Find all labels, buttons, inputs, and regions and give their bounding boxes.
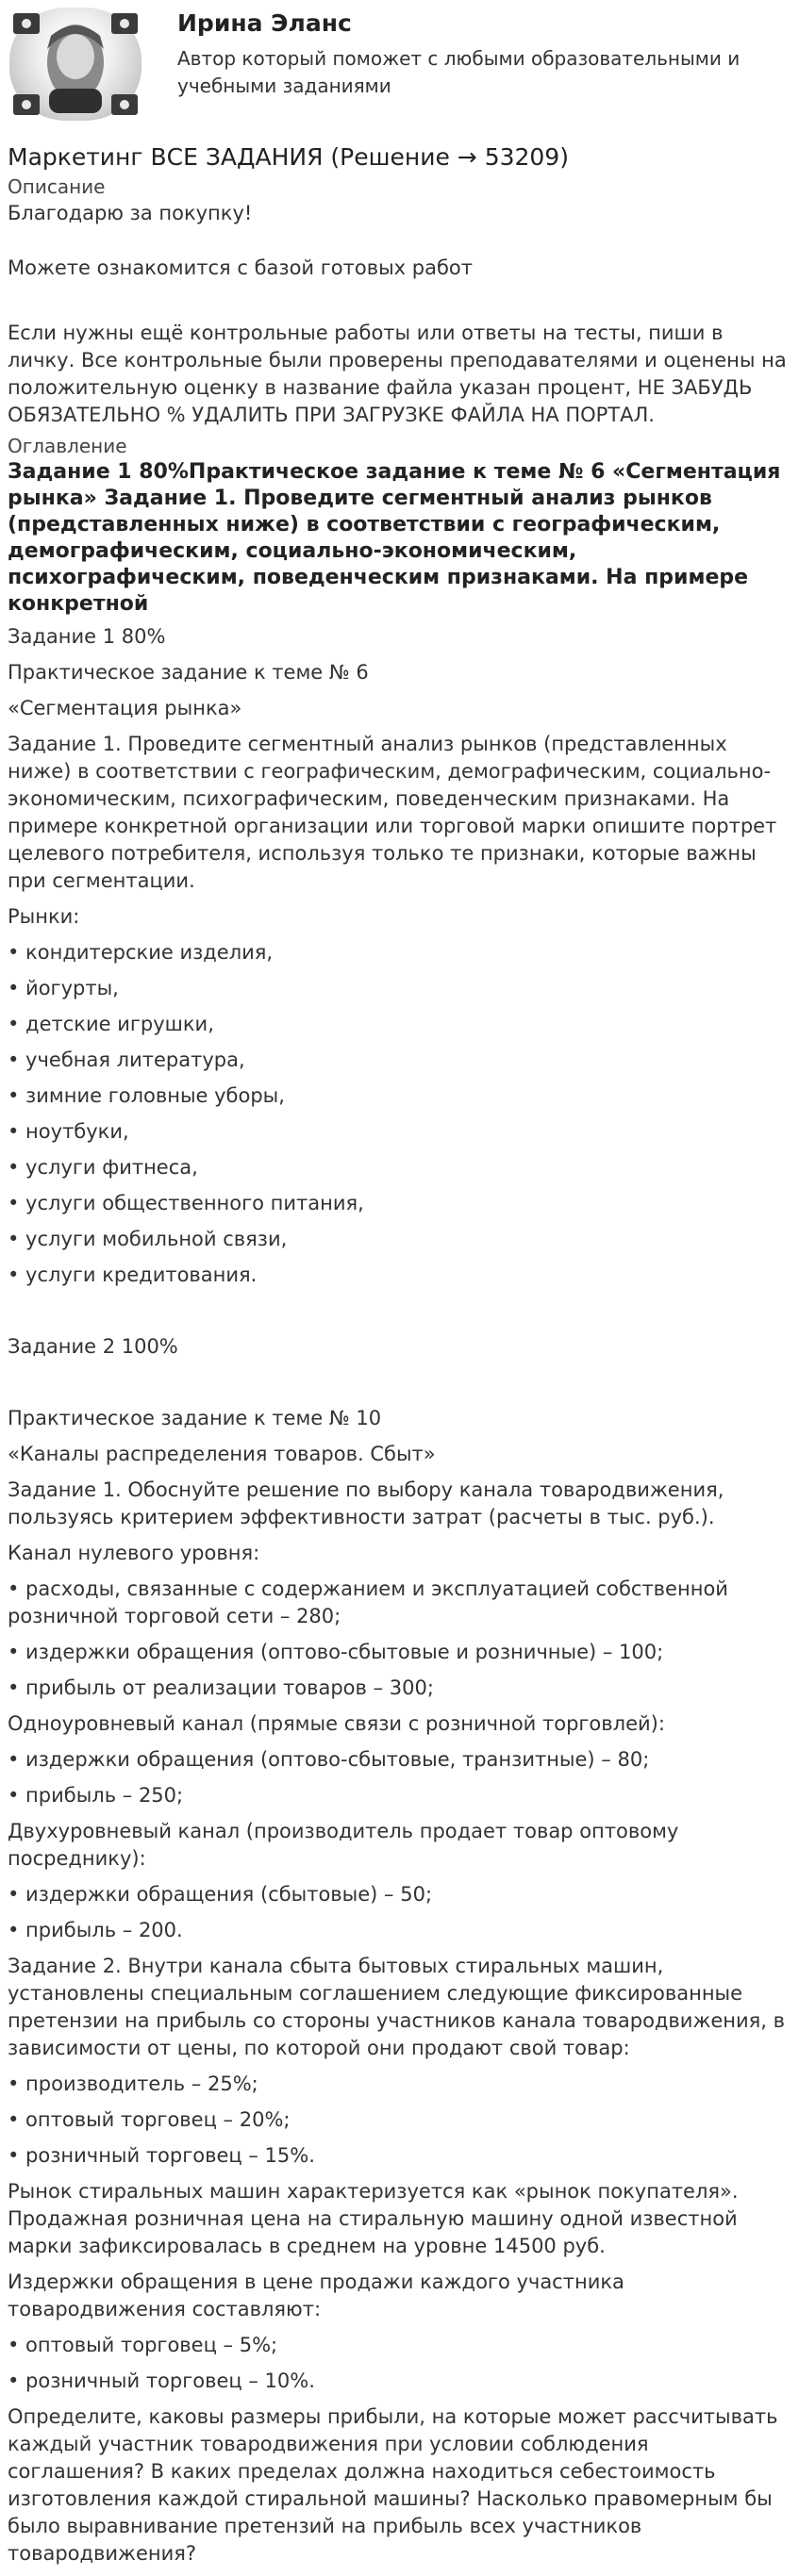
paragraph: Двухуровневый канал (производитель продает товар оптовому посреднику): — [8, 1820, 679, 1870]
paragraph: «Сегментация рынка» — [8, 697, 242, 719]
list-item: • розничный торговец – 10%. — [8, 2370, 315, 2392]
paragraph: Издержки обращения в цене продажи каждого участника товародвижения составляют: — [8, 2271, 624, 2320]
paragraph: Задание 1. Проведите сегментный анализ рынков (представленных ниже) в соответствии с географическим, демографическим, социально-экономическим, психографическим, поведенческим признаками. На примере конкретной организации или торговой марки опишите портрет целевого потребителя, используя только те признаки, которые важны при сегментации. — [8, 733, 777, 892]
list-item: • розничный торговец – 15%. — [8, 2144, 315, 2167]
list-item: • детские игрушки, — [8, 1013, 214, 1035]
paragraph: Практическое задание к теме № 6 — [8, 661, 369, 684]
toc-title: Задание 1 80%Практическое задание к теме № 6 «Сегментация рынка» Задание 1. Проведите сегментный анализ рынков (представленных ниже) в соответствии с географическим, демографическим, социально-экономическим, психографическим, поведенческим признаками. На примере конкретной — [8, 460, 781, 616]
paragraph: Задание 1 80% — [8, 625, 166, 648]
page-title: Маркетинг ВСЕ ЗАДАНИЯ (Решение → 53209) — [8, 143, 569, 171]
list-item: • издержки обращения (сбытовые) – 50; — [8, 1883, 433, 1906]
list-item: • прибыль – 250; — [8, 1784, 184, 1807]
list-item: • прибыль – 200. — [8, 1919, 183, 1941]
list-item: • производитель – 25%; — [8, 2072, 258, 2095]
avatar-photo-icon — [9, 8, 141, 121]
list-item: • йогурты, — [8, 977, 119, 999]
author-name[interactable]: Ирина Эланс — [177, 9, 352, 37]
list-item: • услуги общественного питания, — [8, 1192, 364, 1214]
toc-label: Оглавление — [8, 435, 127, 457]
author-avatar[interactable] — [9, 8, 141, 121]
author-info — [177, 6, 781, 100]
paragraph: Одноуровневый канал (прямые связи с розничной торговлей): — [8, 1712, 665, 1735]
ready-works-link[interactable]: Можете ознакомится с базой готовых работ — [8, 256, 473, 279]
author-card — [8, 6, 791, 126]
paragraph: Определите, каковы размеры прибыли, на которые может рассчитывать каждый участник товародвижения при условии соблюдения соглашения? В каких пределах должна находиться себестоимость изготовления каждой стиральной машины? Насколько правомерным бы было выравнивание претензий на прибыль всех участников товародвижения? — [8, 2405, 778, 2565]
paragraph: «Каналы распределения товаров. Сбыт» — [8, 1443, 436, 1465]
list-item: • ноутбуки, — [8, 1120, 129, 1143]
list-item: • услуги мобильной связи, — [8, 1228, 288, 1250]
spacer — [8, 1297, 791, 1325]
spacer — [8, 227, 791, 255]
list-item: • кондитерские изделия, — [8, 941, 274, 964]
list-item: • издержки обращения (оптово-сбытовые, транзитные) – 80; — [8, 1748, 650, 1771]
paragraph: Задание 2. Внутри канала сбыта бытовых стиральных машин, установлены специальным соглашением следующие фиксированные претензии на прибыль со стороны участников канала товародвижения, в зависимости от цены, по которой они продают свой товар: — [8, 1955, 786, 2059]
list-item: • услуги фитнеса, — [8, 1156, 198, 1179]
thanks-text: Благодарю за покупку! — [8, 202, 253, 224]
spacer — [8, 1369, 791, 1396]
list-item: • прибыль от реализации товаров – 300; — [8, 1676, 434, 1699]
paragraph: Задание 2 100% — [8, 1335, 178, 1358]
spacer — [8, 282, 791, 320]
list-item: • учебная литература, — [8, 1049, 245, 1071]
paragraph: Задание 1. Обоснуйте решение по выбору канала товародвижения, пользуясь критерием эффективности затрат (расчеты в тыс. руб.). — [8, 1478, 724, 1528]
paragraph: Канал нулевого уровня: — [8, 1542, 260, 1564]
list-item: • издержки обращения (оптово-сбытовые и розничные) – 100; — [8, 1641, 664, 1663]
list-item: • оптовый торговец – 20%; — [8, 2108, 291, 2131]
paragraph: Практическое задание к теме № 10 — [8, 1407, 382, 1429]
author-description: Автор который поможет с любыми образовательными и учебными заданиями — [177, 47, 741, 97]
task-content — [8, 623, 791, 2568]
list-item: • оптовый торговец – 5%; — [8, 2334, 278, 2356]
list-item: • расходы, связанные с содержанием и эксплуатацией собственной розничной торговой сети – 280; — [8, 1577, 728, 1627]
paragraph: Рынок стиральных машин характеризуется как «рынок покупателя». Продажная розничная цена на стиральную машину одной известной марки зафиксировалась в среднем на уровне 14500 руб. — [8, 2180, 739, 2257]
list-item: • зимние головные уборы, — [8, 1084, 285, 1107]
description-label: Описание — [8, 175, 106, 198]
notice-text: Если нужны ещё контрольные работы или ответы на тесты, пиши в личку. Все контрольные были проверены преподавателями и оценены на положительную оценку в название файла указан процент, НЕ ЗАБУДЬ ОБЯЗАТЕЛЬНО % УДАЛИТЬ ПРИ ЗАГРУЗКЕ ФАЙЛА НА ПОРТАЛ. — [8, 322, 787, 426]
paragraph: Рынки: — [8, 905, 80, 928]
list-item: • услуги кредитования. — [8, 1263, 258, 1286]
